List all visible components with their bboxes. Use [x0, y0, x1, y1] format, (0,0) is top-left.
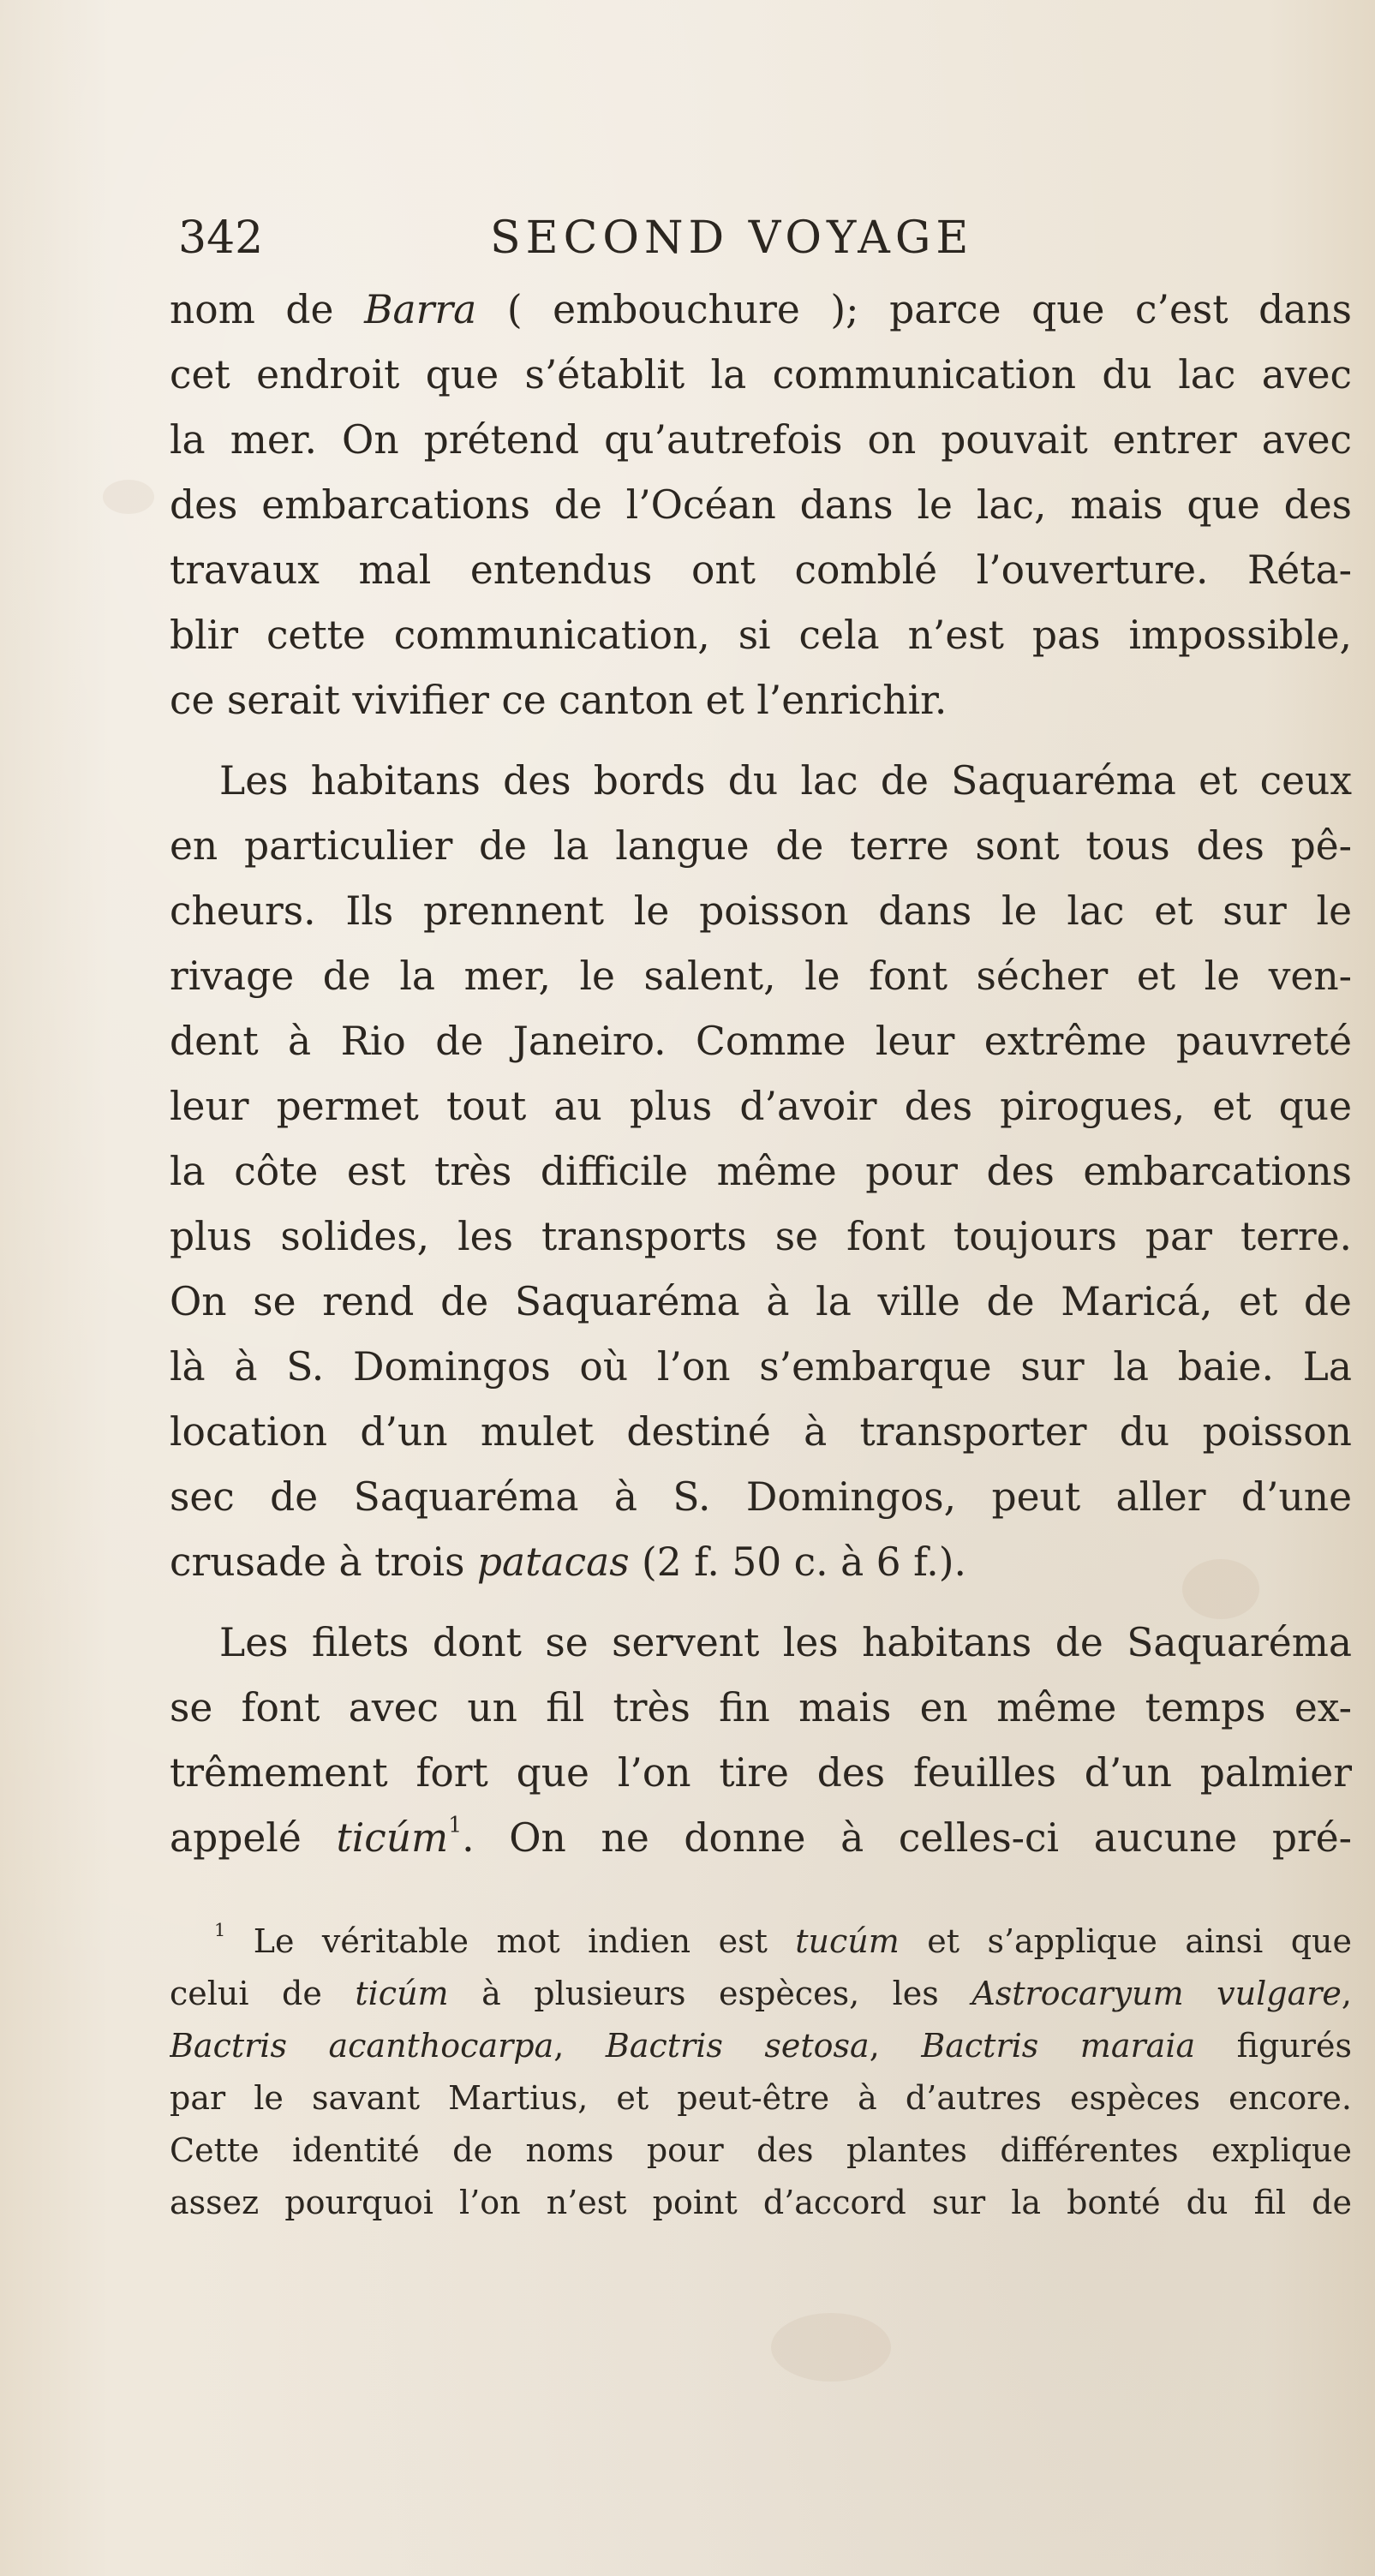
footnote-line: par le savant Martius, et peut-être à d’autres espèces encore.	[170, 2079, 1352, 2117]
text-line: sec de Saquaréma à S. Domingos, peut aller d’une	[170, 1474, 1352, 1520]
text-line: là à S. Domingos où l’on s’embarque sur la baie. La	[170, 1344, 1352, 1390]
running-title: SECOND VOYAGE	[490, 212, 974, 264]
text-line: rivage de la mer, le salent, le font sécher et le ven-	[170, 953, 1352, 999]
footnote-line: assez pourquoi l’on n’est point d’accord sur la bonté du fil de	[170, 2184, 1352, 2221]
footnote-line: celui de ticúm à plusieurs espèces, les Astrocaryum vulgare,	[170, 1975, 1352, 2012]
text-line: location d’un mulet destiné à transporter du poisson	[170, 1409, 1352, 1455]
text-line: des embarcations de l’Océan dans le lac, mais que des	[170, 482, 1352, 528]
text-line: Les filets dont se servent les habitans de Saquaréma	[219, 1620, 1352, 1665]
paragraph-gap	[170, 1595, 1352, 1611]
text-line: la côte est très difficile même pour des embarcations	[170, 1149, 1352, 1194]
running-head	[170, 212, 1352, 278]
paper-stain	[103, 480, 154, 514]
text-line: appelé ticúm$^1$. On ne donne à celles-ci aucune pré-	[170, 1812, 1352, 1861]
text-line: ce serait vivifier ce canton et l’enrichir.	[170, 678, 948, 723]
text-line: blir cette communication, si cela n’est pas impossible,	[170, 613, 1352, 658]
paragraph-gap	[170, 733, 1352, 749]
text-line: la mer. On prétend qu’autrefois on pouvait entrer avec	[170, 417, 1352, 463]
text-line: plus solides, les transports se font toujours par terre.	[170, 1214, 1352, 1259]
text-line: leur permet tout au plus d’avoir des pirogues, et que	[170, 1084, 1352, 1129]
footnote-gap	[170, 1871, 1352, 1916]
text-line: trêmement fort que l’on tire des feuilles d’un palmier	[170, 1750, 1352, 1796]
footnote-line: Cette identité de noms pour des plantes différentes explique	[170, 2131, 1352, 2169]
text-line: crusade à trois patacas (2 f. 50 c. à 6 f.).	[170, 1539, 966, 1585]
body-text	[170, 278, 1352, 1871]
text-line: cet endroit que s’établit la communication du lac avec	[170, 352, 1352, 397]
text-line: en particulier de la langue de terre sont tous des pê-	[170, 823, 1352, 869]
text-line: Les habitans des bords du lac de Saquaréma et ceux	[219, 758, 1352, 804]
text-line: se font avec un fil très fin mais en même temps ex-	[170, 1685, 1352, 1730]
text-block	[170, 212, 1352, 2229]
footnote	[170, 1916, 1352, 2229]
text-line: On se rend de Saquaréma à la ville de Maricá, et de	[170, 1279, 1352, 1324]
footnote-number: 1	[214, 1920, 226, 1941]
footnote-line: $^1$ Le véritable mot indien est tucúm et s’applique ainsi que	[214, 1920, 1352, 1960]
text-line: dent à Rio de Janeiro. Comme leur extrême pauvreté	[170, 1019, 1352, 1064]
footnote-marker: 1	[448, 1812, 463, 1838]
text-line: cheurs. Ils prennent le poisson dans le lac et sur le	[170, 888, 1352, 934]
text-line: travaux mal entendus ont comblé l’ouverture. Réta-	[170, 547, 1352, 593]
page-number: 342	[178, 212, 264, 264]
text-line: nom de Barra ( embouchure ); parce que c’est dans	[170, 287, 1352, 332]
paper-stain	[771, 2313, 891, 2382]
footnote-line: Bactris acanthocarpa, Bactris setosa, Bactris maraia figurés	[170, 2027, 1352, 2065]
